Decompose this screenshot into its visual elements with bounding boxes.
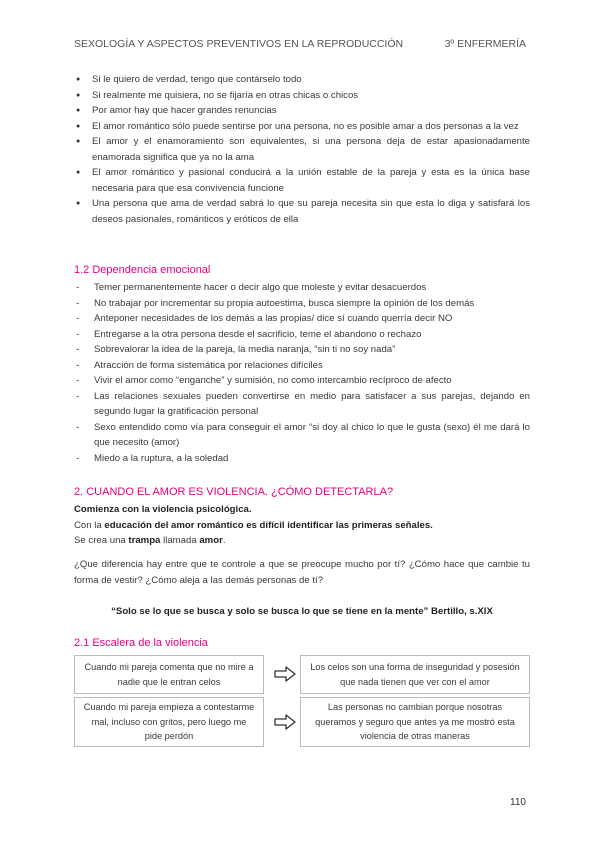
page-number: 110	[510, 797, 526, 808]
header-title: SEXOLOGÍA Y ASPECTOS PREVENTIVOS EN LA REPRODUCCIÓN	[74, 38, 404, 50]
text-run: Se crea una	[74, 535, 129, 546]
list-item: - Miedo a la ruptura, a la soledad	[74, 451, 530, 467]
right-arrow-icon	[274, 666, 296, 682]
list-item: - Las relaciones sexuales pueden convertirse en medio para satisfacer a sus parejas, dejando en segundo lugar la gratificación personal	[74, 389, 530, 420]
violence-explanation-box: Las personas no cambian porque nosotras queramos y seguro que antes ya me mostró esta violencia de otras maneras	[300, 697, 530, 747]
violence-explanation-box: Los celos son una forma de inseguridad y posesión que nada tienen que ver con el amor	[300, 655, 530, 694]
list-item: ● Si realmente me quisiera, no se fijaría en otras chicas o chicos	[74, 88, 530, 104]
bold-statement: Comienza con la violencia psicológica.	[74, 504, 252, 515]
list-item: ● El amor romántico y pasional conducirá a la unión estable de la pareja y esta es la única base necesaria para que esa convivencia funcione	[74, 165, 530, 196]
section-heading-1-2: 1.2 Dependencia emocional	[74, 264, 211, 276]
list-item: ● Si le quiero de verdad, tengo que contárselo todo	[74, 72, 530, 88]
romantic-love-myths-list	[74, 72, 530, 227]
emotional-dependence-list	[74, 280, 530, 466]
right-arrow-icon	[274, 714, 296, 730]
list-item: - Temer permanentemente hacer o decir algo que moleste y evitar desacuerdos	[74, 280, 530, 296]
quote: “Solo se lo que se busca y solo se busca lo que se tiene en la mente” Bertillo, s.XIX	[111, 606, 493, 617]
list-item: - Entregarse a la otra persona desde el sacrificio, teme el abandono o rechazo	[74, 327, 530, 343]
list-item: ● El amor romántico sólo puede sentirse por una persona, no es posible amar a dos personas a la vez	[74, 119, 530, 135]
text-run: .	[222, 535, 226, 546]
question-paragraph: ¿Que diferencia hay entre que te controle a que se preocupe mucho por tí? ¿Cómo hace que cambie tu forma de vestir? ¿Cómo aleja a las demás personas de tí?	[74, 559, 530, 586]
bold-word: amor	[199, 535, 223, 546]
intro-paragraph	[74, 502, 530, 549]
text-run: Con la	[74, 519, 105, 531]
bold-word: trampa	[128, 535, 161, 546]
list-item: - Vivir el amor como “enganche” y sumisión, no como intercambio recíproco de afecto	[74, 373, 530, 389]
list-item: ● El amor y el enamoramiento son equivalentes, si una persona deja de estar apasionadamente enamorada significa que ya no la ama	[74, 134, 530, 165]
list-item: ● Una persona que ama de verdad sabrá lo que su pareja necesita sin que esta lo diga y satisfará los deseos pasionales, románticos y eróticos de ella	[74, 196, 530, 227]
header-course: 3º ENFERMERÍA	[444, 38, 526, 50]
text-run: llamada	[160, 535, 200, 546]
list-item: - Sexo entendido como vía para conseguir el amor “si doy al chico lo que le gusta (sexo) él me dará lo que necesito (amor)	[74, 420, 530, 451]
violence-situation-box: Cuando mi pareja empieza a contestarme mal, incluso con gritos, pero luego me pide perdón	[74, 697, 264, 747]
list-item: - Atracción de forma sistemática por relaciones difíciles	[74, 358, 530, 374]
section-heading-2: 2. CUANDO EL AMOR ES VIOLENCIA. ¿CÓMO DETECTARLA?	[74, 486, 394, 498]
list-item: - Sobrevalorar la idea de la pareja, la media naranja, “sin ti no soy nada”	[74, 342, 530, 358]
bold-statement: educación del amor romántico es difícil identificar las primeras señales.	[104, 519, 433, 531]
list-item: ● Por amor hay que hacer grandes renuncias	[74, 103, 530, 119]
list-item: - Anteponer necesidades de los demás a las propias/ dice sí cuando querría decir NO	[74, 311, 530, 327]
section-heading-2-1: 2.1 Escalera de la violencia	[74, 637, 208, 649]
list-item: - No trabajar por incrementar su propia autoestima, busca siempre la opinión de los demás	[74, 296, 530, 312]
violence-situation-box: Cuando mi pareja comenta que no mire a nadie que le entran celos	[74, 655, 264, 694]
page-header	[74, 38, 526, 50]
